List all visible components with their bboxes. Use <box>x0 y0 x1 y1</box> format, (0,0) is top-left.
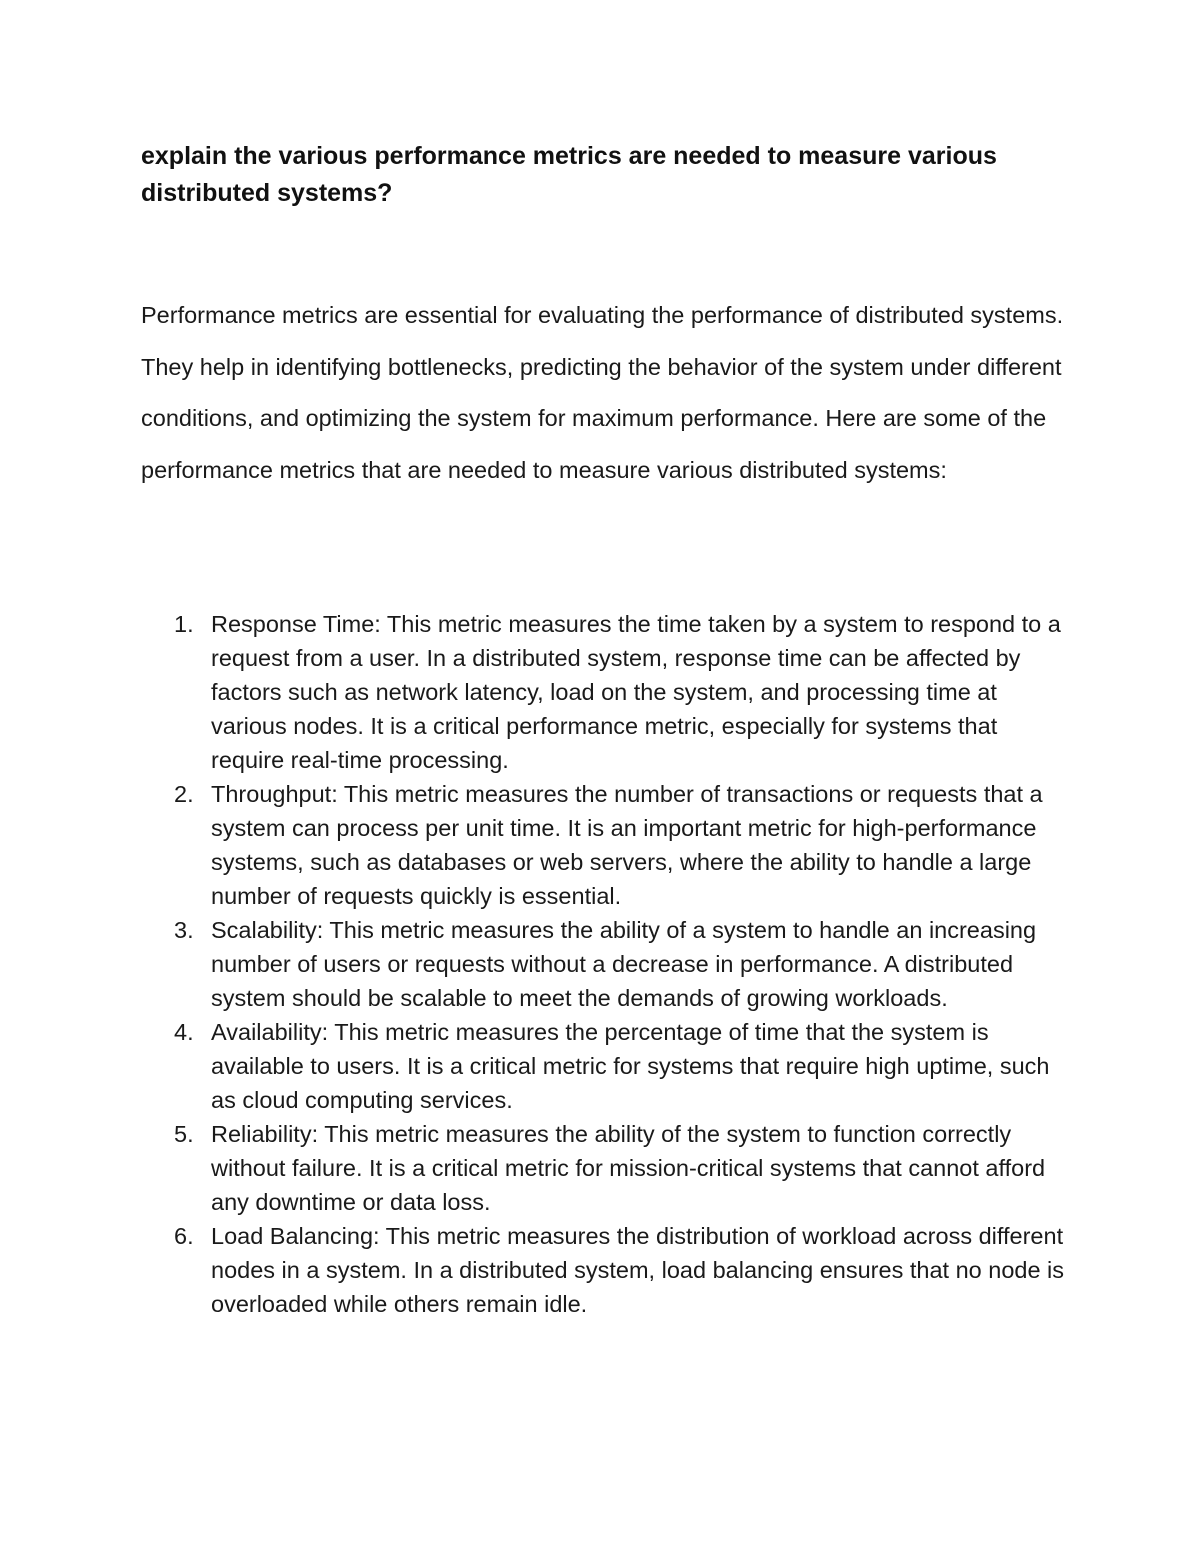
list-item-text: Response Time: This metric measures the time taken by a system to respond to a request from a user. In a distributed system, response time can be affected by factors such as network latency, load on the system, and processing time at various nodes. It is a critical performance metric, especially for systems that require real-time processing. <box>211 611 1061 773</box>
intro-paragraph: Performance metrics are essential for evaluating the performance of distributed systems. They help in identifying bottlenecks, predicting the behavior of the system under different conditions, and optimizing the system for maximum performance. Here are some of the performance metrics that are needed to measure various distributed systems: <box>141 302 1064 483</box>
metrics-list <box>141 607 1071 1321</box>
list-item-number: 6. <box>174 1223 194 1249</box>
list-item-number: 4. <box>174 1019 194 1045</box>
list-item-text: Load Balancing: This metric measures the distribution of workload across different nodes in a system. In a distributed system, load balancing ensures that no node is overloaded while others remain idle. <box>211 1223 1065 1317</box>
list-item-text: Availability: This metric measures the percentage of time that the system is available to users. It is a critical metric for systems that require high uptime, such as cloud computing services. <box>211 1019 1050 1113</box>
list-item-text: Scalability: This metric measures the ability of a system to handle an increasing number of users or requests without a decrease in performance. A distributed system should be scalable to meet the demands of growing workloads. <box>211 917 1037 1011</box>
list-item-number: 1. <box>174 611 194 637</box>
list-item-number: 5. <box>174 1121 194 1147</box>
list-item <box>141 607 1071 777</box>
list-item-text: Throughput: This metric measures the number of transactions or requests that a system can process per unit time. It is an important metric for high-performance systems, such as databases or web servers, where the ability to handle a large number of requests quickly is essential. <box>211 781 1043 909</box>
list-item <box>141 913 1071 1015</box>
list-item <box>141 777 1071 913</box>
document-title: explain the various performance metrics are needed to measure various distributed systems? <box>141 142 997 207</box>
list-item-text: Reliability: This metric measures the ability of the system to function correctly without failure. It is a critical metric for mission-critical systems that cannot afford any downtime or data loss. <box>211 1121 1046 1215</box>
list-item <box>141 1219 1071 1321</box>
list-item <box>141 1015 1071 1117</box>
list-item <box>141 1117 1071 1219</box>
list-item-number: 2. <box>174 781 194 807</box>
list-item-number: 3. <box>174 917 194 943</box>
